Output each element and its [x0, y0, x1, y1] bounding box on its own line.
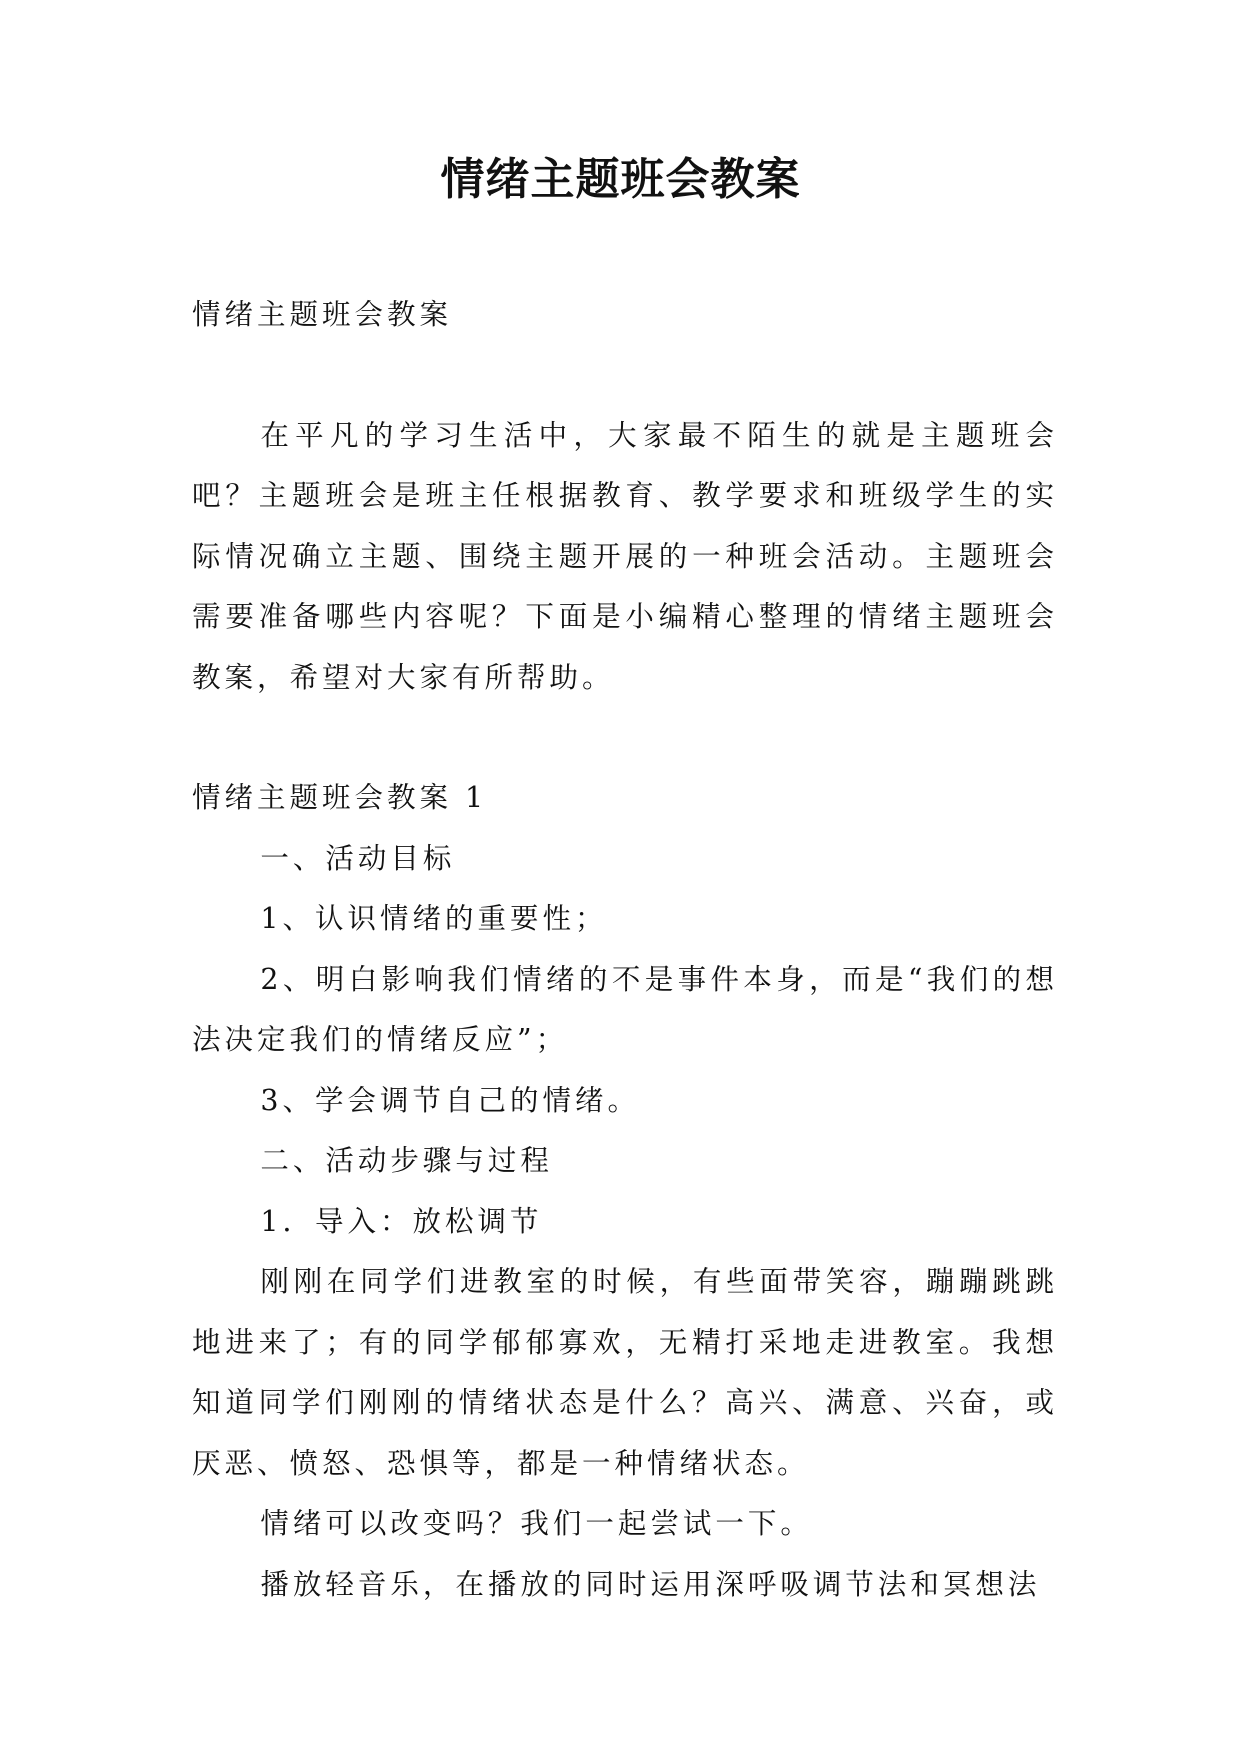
step-item-1: 1．导入：放松调节: [260, 1204, 543, 1238]
body-paragraph: 播放轻音乐，在播放的同时运用深呼吸调节法和冥想法: [260, 1567, 1041, 1601]
heading-activity-goals: 一、活动目标: [260, 841, 456, 875]
document-body: [192, 285, 1058, 1615]
body-paragraph: 刚刚在同学们进教室的时候，有些面带笑容，蹦蹦跳跳地进来了；有的同学郁郁寡欢，无精打采地走进教室。我想知道同学们刚刚的情绪状态是什么？高兴、满意、兴奋，或厌恶、愤怒、恐惧等，都是一种情绪状态。: [192, 1265, 1058, 1480]
section-heading: 情绪主题班会教案 1: [192, 781, 488, 814]
body-paragraph: 情绪可以改变吗？我们一起尝试一下。: [260, 1507, 813, 1540]
goal-item-3: 3、学会调节自己的情绪。: [260, 1083, 641, 1117]
heading-activity-steps: 二、活动步骤与过程: [260, 1144, 553, 1177]
goal-item-2: 2、明白影响我们情绪的不是事件本身，而是“我们的想法决定我们的情绪反应”；: [192, 962, 1058, 1056]
goal-item-1: 1、认识情绪的重要性；: [260, 902, 608, 935]
intro-paragraph: 在平凡的学习生活中，大家最不陌生的就是主题班会吧？主题班会是班主任根据教育、教学要求和班级学生的实际情况确立主题、围绕主题开展的一种班会活动。主题班会需要准备哪些内容呢？下面是小编精心整理的情绪主题班会教案，希望对大家有所帮助。: [192, 418, 1058, 694]
document-subtitle: 情绪主题班会教案: [192, 298, 453, 331]
document-title: 情绪主题班会教案: [440, 154, 801, 205]
